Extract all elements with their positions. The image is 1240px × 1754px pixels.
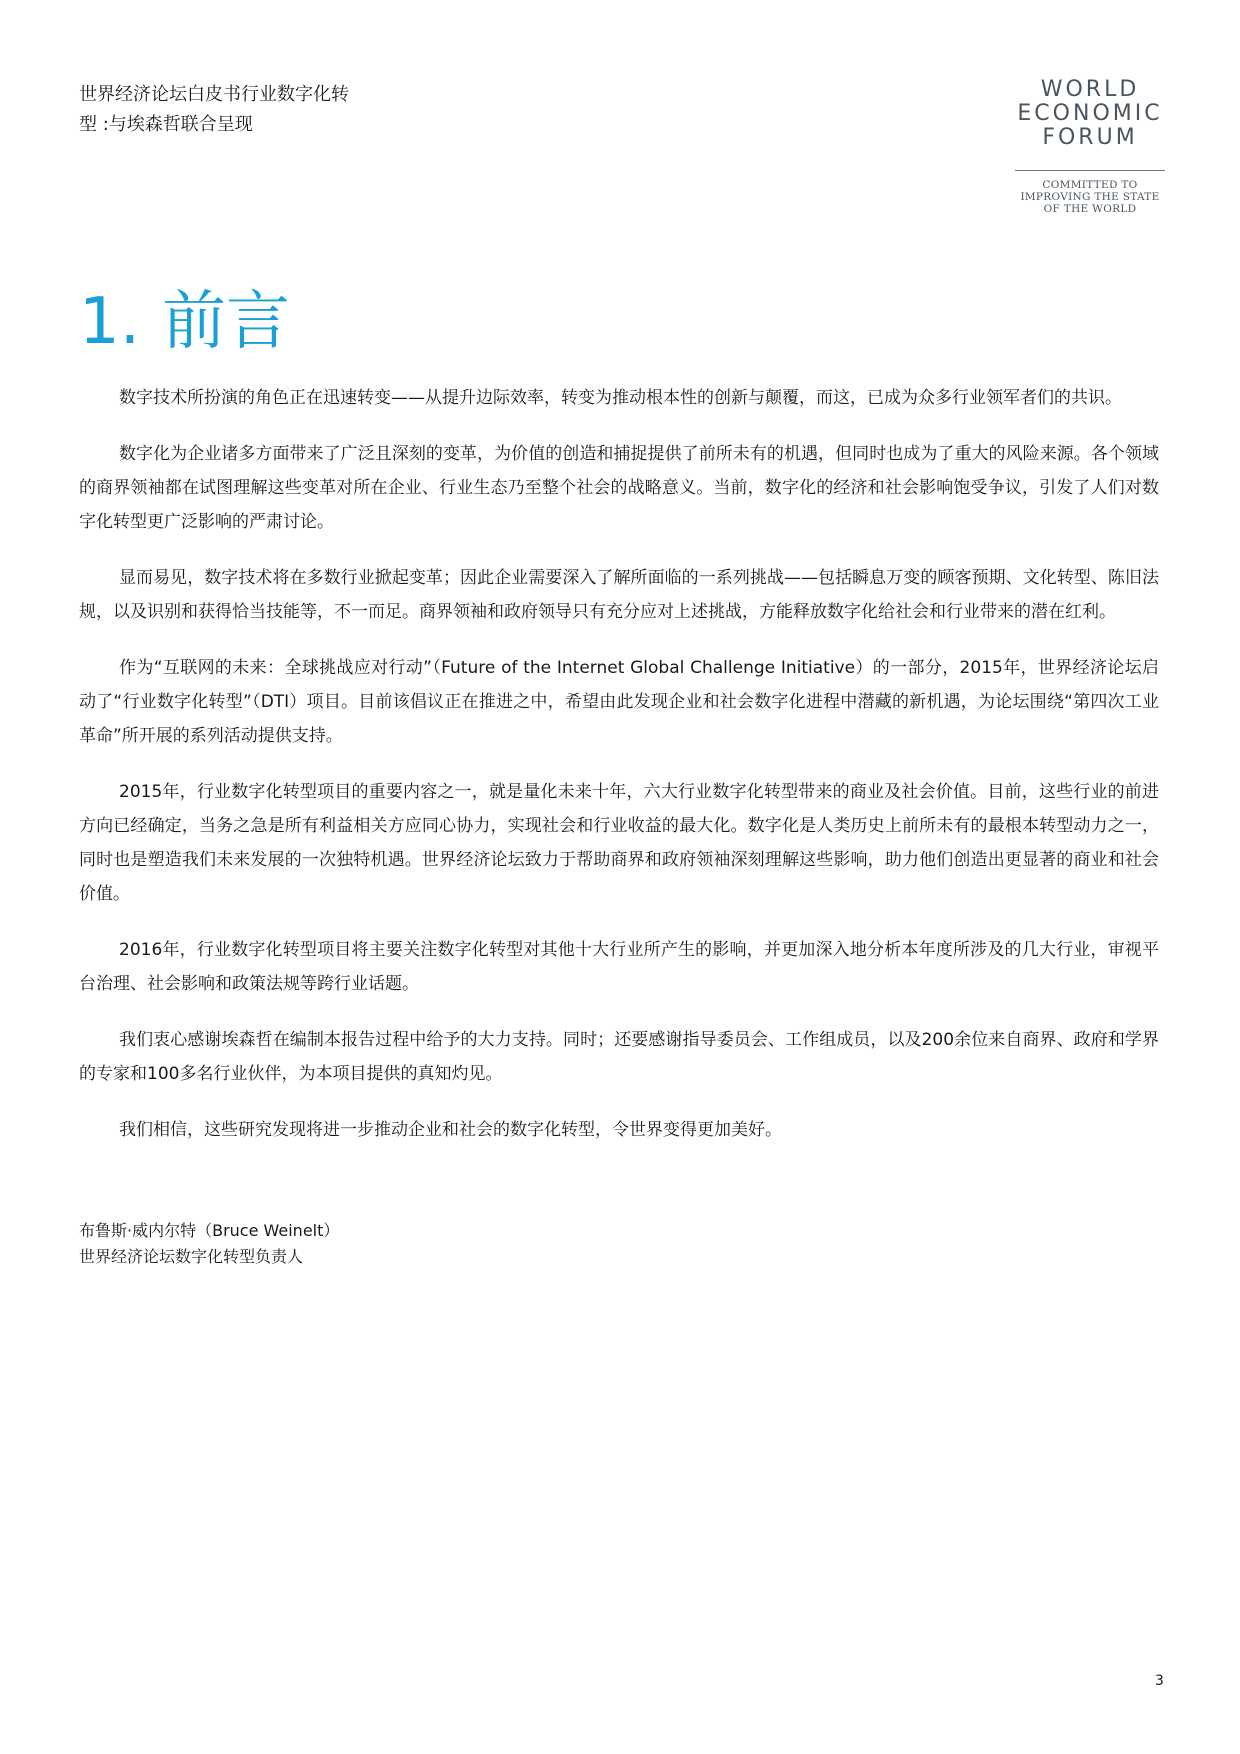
paragraph-4: 作为“互联网的未来：全球挑战应对行动”（Future of the Internet Global Challenge Initiative）的一部分，2015年，世界经济论坛启动了“行业数字化转型”（DTI）项目。目前该倡议正在推进之中，希望由此发现企业和社会数字化进程中潜藏的新机遇，为论坛围绕“第四次工业革命”所开展的系列活动提供支持。 bbox=[79, 658, 1159, 746]
section-heading bbox=[79, 282, 290, 362]
logo-wordmark bbox=[1010, 78, 1170, 150]
logo-word-world: WORLD bbox=[1040, 77, 1140, 102]
logo-tagline-line-3: OF THE WORLD bbox=[1043, 203, 1137, 215]
section-title: 前言 bbox=[162, 285, 291, 359]
signature-title: 世界经济论坛数字化转型负责人 bbox=[79, 1247, 304, 1266]
wef-logo bbox=[1010, 78, 1170, 215]
logo-word-forum: FORUM bbox=[1042, 125, 1138, 150]
signature-name: 布鲁斯·威内尔特（Bruce Weinelt） bbox=[79, 1221, 340, 1240]
paragraph-3: 显而易见，数字技术将在多数行业掀起变革；因此企业需要深入了解所面临的一系列挑战——包括瞬息万变的顾客预期、文化转型、陈旧法规，以及识别和获得恰当技能等，不一而足。商界领袖和政府领导只有充分应对上述挑战，方能释放数字化给社会和行业带来的潜在红利。 bbox=[79, 568, 1159, 622]
document-header bbox=[79, 80, 439, 140]
logo-tagline bbox=[1010, 179, 1170, 215]
header-title-line-1: 世界经济论坛白皮书行业数字化转 bbox=[79, 84, 349, 105]
body-text bbox=[79, 381, 1159, 1169]
paragraph-7: 我们衷心感谢埃森哲在编制本报告过程中给予的大力支持。同时；还要感谢指导委员会、工作组成员，以及200余位来自商界、政府和学界的专家和100多名行业伙伴，为本项目提供的真知灼见。 bbox=[79, 1030, 1159, 1084]
paragraph-6: 2016年，行业数字化转型项目将主要关注数字化转型对其他十大行业所产生的影响，并更加深入地分析本年度所涉及的几大行业，审视平台治理、社会影响和政策法规等跨行业话题。 bbox=[79, 940, 1159, 994]
header-title-line-2: 型 :与埃森哲联合呈现 bbox=[79, 114, 253, 135]
paragraph-2: 数字化为企业诸多方面带来了广泛且深刻的变革，为价值的创造和捕捉提供了前所未有的机遇，但同时也成为了重大的风险来源。各个领域的商界领袖都在试图理解这些变革对所在企业、行业生态乃至整个社会的战略意义。当前，数字化的经济和社会影响饱受争议，引发了人们对数字化转型更广泛影响的严肃讨论。 bbox=[79, 444, 1159, 532]
signature-block bbox=[79, 1218, 579, 1270]
page-number: 3 bbox=[1155, 1673, 1164, 1689]
paragraph-5: 2015年，行业数字化转型项目的重要内容之一，就是量化未来十年，六大行业数字化转型带来的商业及社会价值。目前，这些行业的前进方向已经确定，当务之急是所有利益相关方应同心协力，实现社会和行业收益的最大化。数字化是人类历史上前所未有的最根本转型动力之一，同时也是塑造我们未来发展的一次独特机遇。世界经济论坛致力于帮助商界和政府领袖深刻理解这些影响，助力他们创造出更显著的商业和社会价值。 bbox=[79, 782, 1159, 904]
logo-divider bbox=[1015, 170, 1165, 171]
logo-word-economic: ECONOMIC bbox=[1017, 101, 1163, 126]
section-number: 1. bbox=[79, 285, 141, 359]
logo-tagline-line-1: COMMITTED TO bbox=[1042, 179, 1138, 191]
logo-tagline-line-2: IMPROVING THE STATE bbox=[1020, 191, 1160, 203]
paragraph-1: 数字技术所扮演的角色正在迅速转变——从提升边际效率，转变为推动根本性的创新与颠覆，而这，已成为众多行业领军者们的共识。 bbox=[119, 388, 1122, 408]
paragraph-8: 我们相信，这些研究发现将进一步推动企业和社会的数字化转型，令世界变得更加美好。 bbox=[119, 1120, 782, 1140]
